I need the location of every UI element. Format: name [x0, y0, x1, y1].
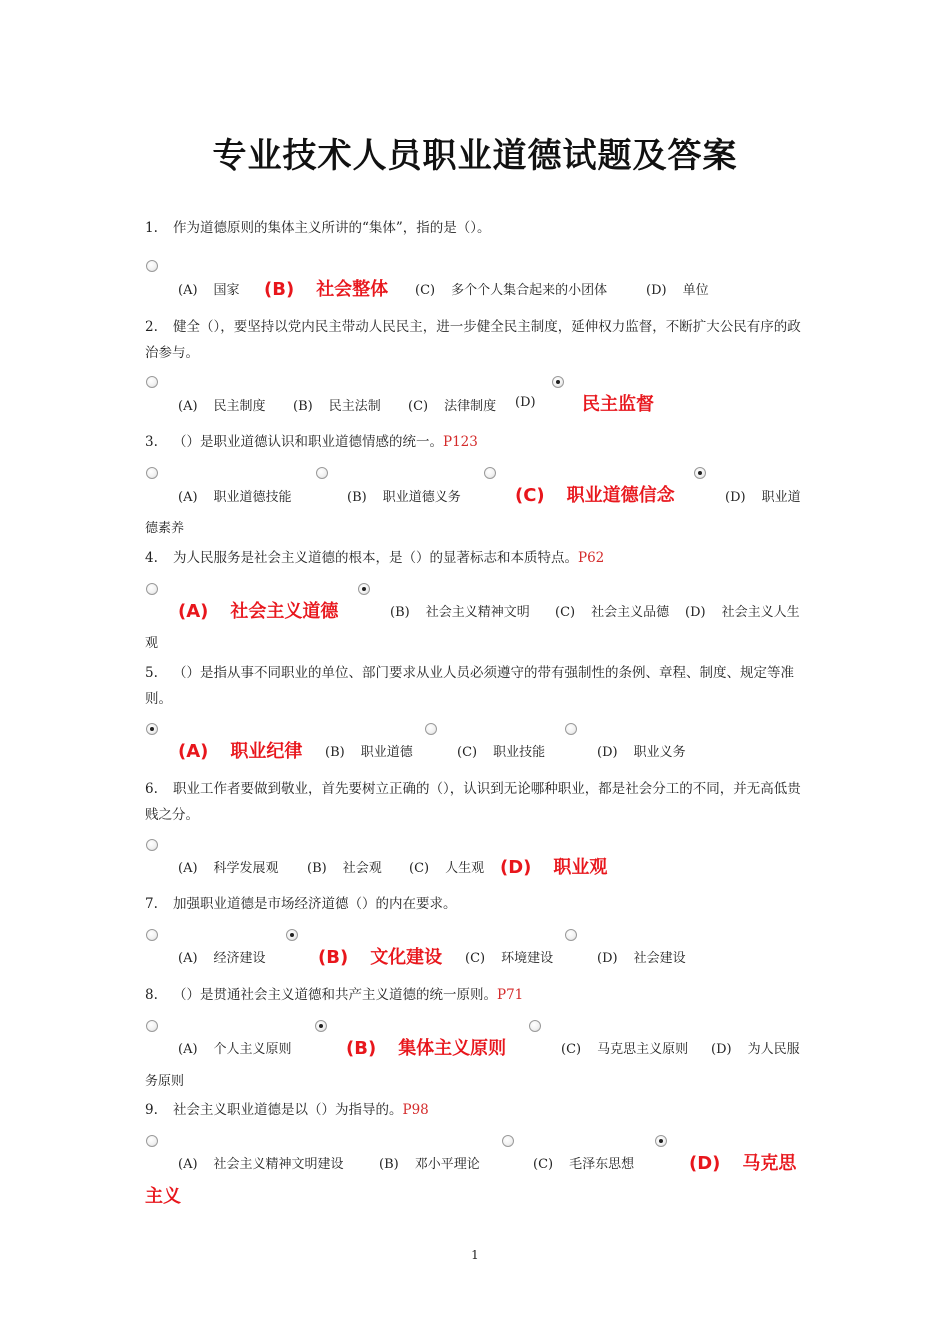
question-number: 2.	[145, 319, 158, 335]
question-7	[145, 891, 810, 917]
page-number: 1	[471, 1248, 479, 1262]
question-number: 8.	[145, 987, 158, 1003]
option-d-continuation: 德素养	[145, 521, 185, 536]
option-d-answer: 民主监督	[582, 394, 654, 415]
question-text: 社会主义职业道德是以（）为指导的。	[173, 1102, 403, 1118]
question-text: 为人民服务是社会主义道德的根本，是（）的显著标志和本质特点。	[173, 550, 578, 566]
radio-option-a[interactable]	[146, 376, 158, 388]
option-d: (D) 单位	[646, 283, 709, 298]
option-a: (A) 科学发展观	[178, 861, 279, 876]
radio-option-d-selected[interactable]	[655, 1135, 667, 1147]
option-a-answer: (A) 职业纪律	[178, 741, 303, 762]
radio-option-d[interactable]	[565, 929, 577, 941]
radio-option-b[interactable]	[316, 467, 328, 479]
radio-option-a-selected[interactable]	[146, 723, 158, 735]
question-text: （）是贯通社会主义道德和共产主义道德的统一原则。	[173, 987, 497, 1003]
option-a: (A) 经济建设	[178, 951, 266, 966]
option-d-continuation: 务原则	[145, 1074, 185, 1089]
question-1	[145, 215, 810, 241]
option-c: (C) 人生观	[409, 861, 485, 876]
document-title: 专业技术人员职业道德试题及答案	[212, 136, 738, 176]
option-d: (D) 社会建设	[597, 951, 686, 966]
question-number: 1.	[145, 220, 158, 236]
option-a: (A) 社会主义精神文明建设	[178, 1157, 344, 1172]
question-text: （）是职业道德认识和职业道德情感的统一。	[173, 434, 443, 450]
radio-option-d-selected[interactable]	[552, 376, 564, 388]
question-number: 4.	[145, 550, 158, 566]
option-a-answer: (A) 社会主义道德	[178, 601, 339, 622]
option-a: (A) 个人主义原则	[178, 1042, 292, 1057]
option-b: (B) 职业道德义务	[347, 490, 461, 505]
option-b-answer: (B) 文化建设	[318, 947, 443, 968]
option-d: (D) 为人民服	[711, 1042, 800, 1057]
question-number: 6.	[145, 781, 158, 797]
option-c: (C) 法律制度	[408, 399, 497, 414]
question-8	[145, 982, 810, 1008]
option-b-answer: (B) 集体主义原则	[346, 1038, 507, 1059]
radio-option-b-selected[interactable]	[358, 583, 370, 595]
option-b-answer: (B) 社会整体	[264, 279, 389, 300]
radio-option-a[interactable]	[146, 1020, 158, 1032]
question-text: 加强职业道德是市场经济道德（）的内在要求。	[173, 896, 457, 912]
radio-option-b-selected[interactable]	[286, 929, 298, 941]
option-a: (A) 民主制度	[178, 399, 266, 414]
question-number: 5.	[145, 665, 158, 681]
option-c: (C) 社会主义品德	[555, 605, 670, 620]
radio-option-a[interactable]	[146, 1135, 158, 1147]
option-c: (C) 多个个人集合起来的小团体	[415, 283, 608, 298]
radio-option-a[interactable]	[146, 467, 158, 479]
question-text: 作为道德原则的集体主义所讲的“集体”，指的是（）。	[173, 220, 491, 236]
option-a: (A) 职业道德技能	[178, 490, 292, 505]
option-d-continuation: 主义	[145, 1186, 181, 1207]
option-d-continuation: 观	[145, 636, 159, 651]
question-5	[145, 660, 810, 712]
question-3	[145, 429, 810, 455]
question-text: 健全（），要坚持以党内民主带动人民民主，进一步健全民主制度，延伸权力监督，不断扩大公民有序的政治参与。	[145, 319, 801, 361]
radio-option-c[interactable]	[425, 723, 437, 735]
option-b: (B) 社会主义精神文明	[390, 605, 530, 620]
option-b: (B) 职业道德	[325, 745, 413, 760]
radio-option-c[interactable]	[502, 1135, 514, 1147]
option-b: (B) 民主法制	[293, 399, 381, 414]
question-2	[145, 314, 810, 366]
option-c: (C) 毛泽东思想	[533, 1157, 635, 1172]
radio-option-d[interactable]	[565, 723, 577, 735]
option-d: (D) 职业义务	[597, 745, 686, 760]
question-number: 9.	[145, 1102, 158, 1118]
radio-option-c[interactable]	[529, 1020, 541, 1032]
radio-option-a[interactable]	[146, 260, 158, 272]
page-reference: P71	[497, 987, 524, 1003]
page-reference: P123	[443, 434, 478, 450]
page-reference: P98	[402, 1102, 429, 1118]
option-a: (A) 国家	[178, 283, 240, 298]
question-number: 7.	[145, 896, 158, 912]
radio-option-c[interactable]	[484, 467, 496, 479]
question-number: 3.	[145, 434, 158, 450]
radio-option-a[interactable]	[146, 583, 158, 595]
option-d-answer: (D) 马克思	[689, 1153, 797, 1174]
question-text: 职业工作者要做到敬业，首先要树立正确的（），认识到无论哪种职业，都是社会分工的不同，并无高低贵贱之分。	[145, 781, 801, 823]
radio-option-a[interactable]	[146, 929, 158, 941]
page-reference: P62	[578, 550, 605, 566]
option-c: (C) 马克思主义原则	[561, 1042, 689, 1057]
radio-option-d-selected[interactable]	[694, 467, 706, 479]
radio-option-b-selected[interactable]	[315, 1020, 327, 1032]
option-d: (D) 职业道	[725, 490, 801, 505]
radio-option-a[interactable]	[146, 839, 158, 851]
question-6	[145, 776, 810, 828]
option-d-label: (D)	[515, 395, 536, 410]
option-b: (B) 邓小平理论	[379, 1157, 480, 1172]
option-c: (C) 职业技能	[457, 745, 546, 760]
option-d-answer: (D) 职业观	[500, 857, 608, 878]
option-b: (B) 社会观	[307, 861, 382, 876]
option-c: (C) 环境建设	[465, 951, 554, 966]
option-c-answer: (C) 职业道德信念	[515, 485, 675, 506]
option-d: (D) 社会主义人生	[685, 605, 800, 620]
question-4	[145, 545, 810, 571]
question-9	[145, 1097, 810, 1123]
question-text: （）是指从事不同职业的单位、部门要求从业人员必须遵守的带有强制性的条例、章程、制度、规定等准则。	[145, 665, 794, 707]
